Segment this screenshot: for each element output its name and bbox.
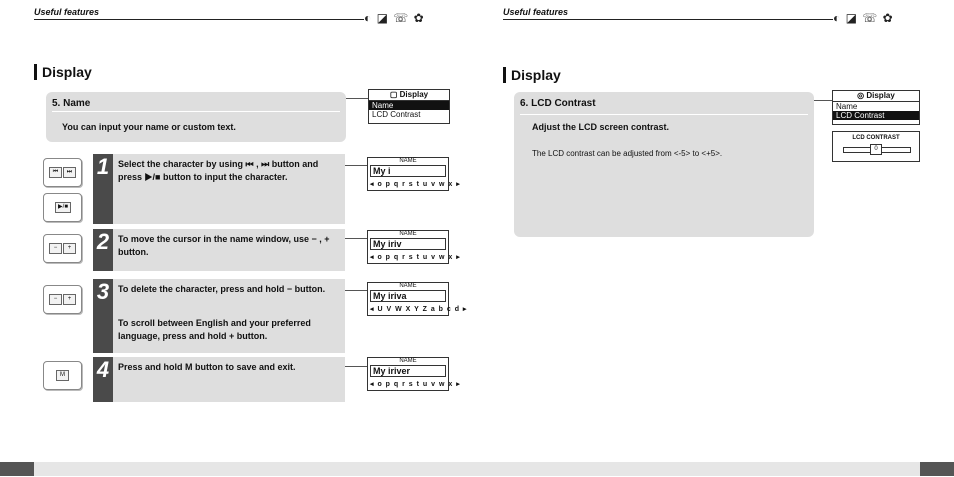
menu-item-lcd-contrast: LCD Contrast [372,110,421,119]
left-header-rule [34,19,364,20]
step-3 [93,279,345,353]
right-section-title: Display [511,67,561,83]
lcd-contrast-intro: Adjust the LCD screen contrast. [532,122,670,132]
footer-right-block [920,462,954,476]
step-1-text: Select the character by using ⏮ , ⏭ button and press ▶/■ button to input the character. [118,159,319,182]
next-key: ⏭ [63,167,76,178]
minus-key: − [49,243,62,254]
lcd-contrast-subsection-title: 6. LCD Contrast [520,98,596,109]
step-3-connector [345,290,367,291]
step-1 [93,154,345,224]
minus-plus-buttons-2 [43,285,82,314]
m-button [43,361,82,390]
menu-title-text: Display [866,91,895,100]
menu-connector [346,98,368,99]
lcd-char-row: ◂ U V W X Y Z a b c d ▸ [370,306,468,313]
lcd-name-field: My i [370,165,446,177]
menu-item-lcd-contrast: LCD Contrast [833,111,919,120]
left-header-icons: ◐ ◪ ☏ ✿ [364,11,425,25]
lcd-name-field: My iriver [370,365,446,377]
lcd-contrast-body: The LCD contrast can be adjusted from <-5> to <+5>. [532,149,723,158]
step-4-connector [345,366,367,367]
step-4 [93,357,345,402]
step-4-number: 4 [93,357,113,402]
right-header: Useful features [503,7,569,17]
step-2-connector [345,238,367,239]
minus-key: − [49,294,62,305]
menu-title-text: Display [399,90,429,99]
display-menu-right [832,90,920,125]
m-key: M [56,370,69,381]
footer-left-block [0,462,34,476]
lcd-name-field: My iriva [370,290,446,302]
play-key: ▶/■ [55,202,71,213]
lcd-char-row: ◂ o p q r s t u v w x ▸ [370,381,461,388]
right-header-rule [503,19,833,20]
panel-divider [52,111,340,112]
step-4-text: Press and hold M button to save and exit. [118,362,296,372]
menu-title: ◎ Display [833,91,919,102]
name-panel [46,92,346,142]
step-2-number: 2 [93,229,113,271]
right-title-bar [503,67,506,83]
step-2-text: To move the cursor in the name window, use − , + button. [118,234,330,257]
step-1-connector [345,165,367,166]
step-3-number: 3 [93,279,113,353]
contrast-slider-value: 0 [870,144,882,155]
step-4-lcd [367,357,461,391]
play-button [43,193,82,222]
step-3-text: To delete the character, press and hold − button. [118,284,326,294]
display-menu-left [368,89,450,124]
left-header: Useful features [34,7,100,17]
menu-item-name: Name [836,102,858,111]
footer-bar [0,462,954,476]
name-subsection-title: 5. Name [52,98,91,109]
plus-key: + [63,243,76,254]
plus-key: + [63,294,76,305]
menu-connector [814,100,832,101]
contrast-label: LCD CONTRAST [852,135,900,141]
lcd-char-row: ◂ o p q r s t u v w x ▸ [370,254,461,261]
step-2 [93,229,345,271]
menu-item-name: Name [369,101,449,110]
step-3-text-2: To scroll between English and your preferred language, press and hold + button. [118,318,311,341]
lcd-label: NAME [399,231,417,237]
left-title-bar [34,64,37,80]
step-3-lcd [367,282,468,316]
contrast-lcd [832,131,920,162]
prev-next-buttons [43,158,82,187]
prev-key: ⏮ [49,167,62,178]
lcd-name-field: My iriv [370,238,446,250]
lcd-label: NAME [399,158,417,164]
minus-plus-buttons [43,234,82,263]
panel-divider [520,114,808,115]
step-1-lcd [367,157,461,191]
lcd-contrast-panel [514,92,814,237]
menu-title: ▢ Display [369,90,449,101]
lcd-label: NAME [399,358,417,364]
step-1-number: 1 [93,154,113,224]
lcd-char-row: ◂ o p q r s t u v w x ▸ [370,181,461,188]
step-2-lcd [367,230,461,264]
right-header-icons: ◐ ◪ ☏ ✿ [833,11,894,25]
lcd-label: NAME [399,283,417,289]
name-intro: You can input your name or custom text. [62,122,236,132]
left-section-title: Display [42,64,92,80]
